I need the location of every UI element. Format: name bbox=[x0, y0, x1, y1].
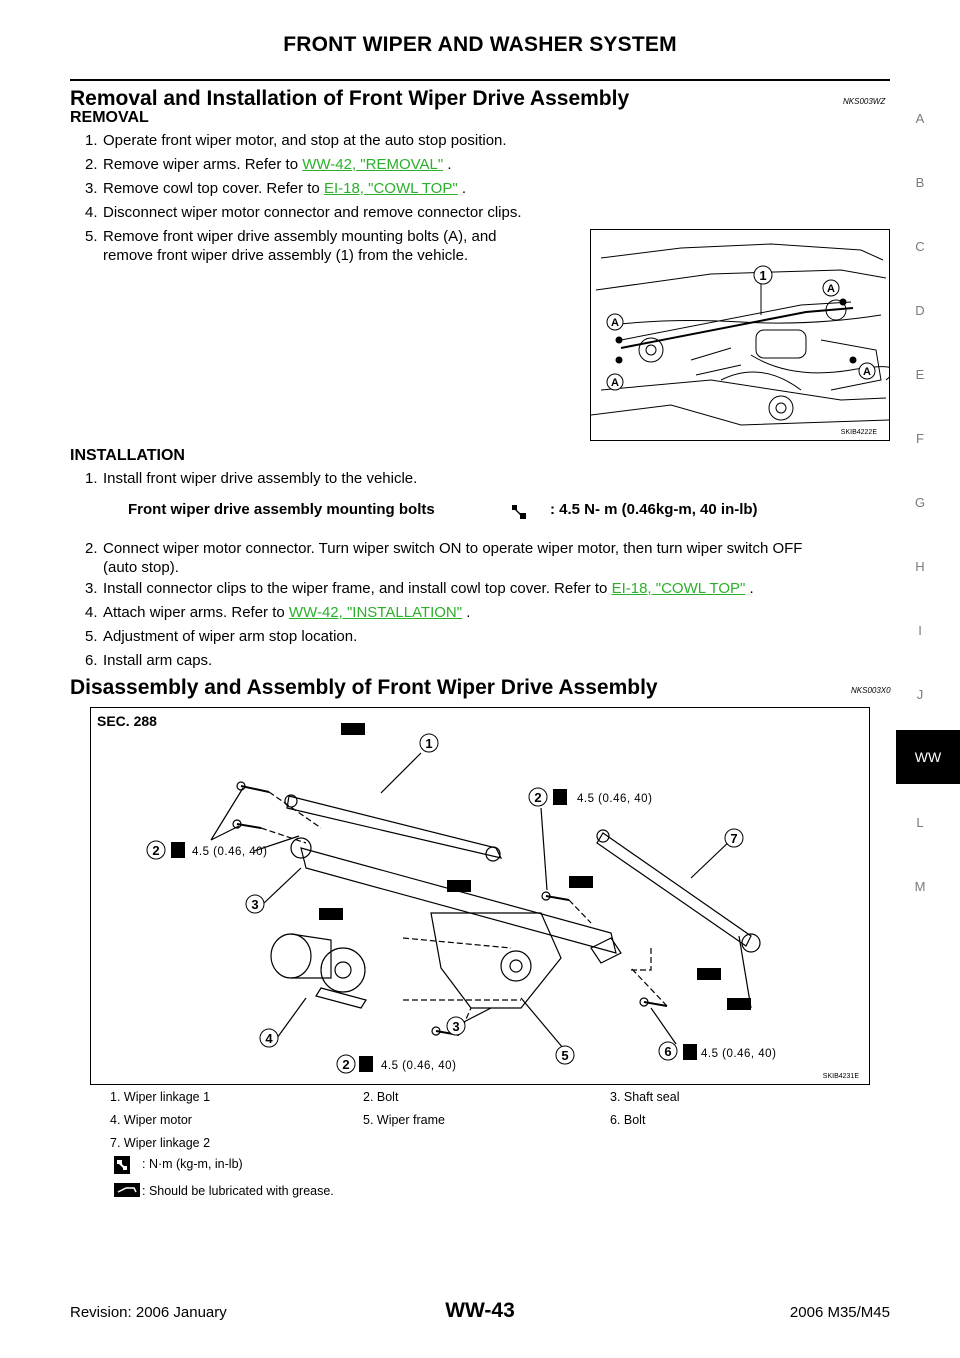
disassembly-section-title: Disassembly and Assembly of Front Wiper Drive Assembly bbox=[70, 676, 658, 699]
ref-link-ww42-installation[interactable]: WW-42, "INSTALLATION" bbox=[288, 604, 463, 621]
callout-3-lower: 3 bbox=[452, 1019, 460, 1034]
step-text: Attach wiper arms. Refer to bbox=[103, 604, 289, 621]
removal-section-code: NKS003WZ bbox=[843, 97, 886, 106]
torque-value-right: 4.5 (0.46, 40) bbox=[701, 1048, 777, 1060]
step-number: 3. bbox=[85, 580, 98, 597]
ref-link-ei18-cowl-top-2[interactable]: EI-18, "COWL TOP" bbox=[611, 580, 746, 597]
removal-step-1 bbox=[85, 131, 507, 150]
callout-6: 6 bbox=[664, 1044, 672, 1059]
callout-5: 5 bbox=[561, 1048, 569, 1063]
step-text: Install arm caps. bbox=[103, 652, 213, 669]
step-text: Install front wiper drive assembly to the vehicle. bbox=[103, 470, 418, 487]
legend-item-6: 6. Bolt bbox=[610, 1113, 646, 1127]
installation-heading: INSTALLATION bbox=[70, 447, 185, 464]
disassembly-section-code: NKS003X0 bbox=[851, 686, 891, 695]
figure-wiper-installed bbox=[590, 229, 890, 441]
index-letter-b[interactable]: B bbox=[915, 175, 925, 190]
callout-a-left-bottom: A bbox=[611, 377, 619, 389]
index-letter-d[interactable]: D bbox=[915, 303, 925, 318]
torque-value-bottom: 4.5 (0.46, 40) bbox=[381, 1060, 457, 1072]
step-number: 5. bbox=[85, 628, 98, 645]
wiper-drive-exploded-diagram bbox=[91, 708, 869, 1084]
index-letter-e[interactable]: E bbox=[915, 367, 925, 382]
ref-link-ei18-cowl-top[interactable]: EI-18, "COWL TOP" bbox=[323, 180, 458, 197]
step-text: Remove cowl top cover. Refer to bbox=[103, 180, 324, 197]
legend-item-5: 5. Wiper frame bbox=[363, 1113, 445, 1127]
install-step-4 bbox=[85, 603, 470, 622]
removal-step-2 bbox=[85, 155, 452, 174]
step-number: 1. bbox=[85, 132, 98, 149]
legend-grease-note: : Should be lubricated with grease. bbox=[142, 1184, 334, 1198]
legend-torque-unit: : N·m (kg-m, in-lb) bbox=[142, 1157, 243, 1171]
torque-value-upper: 4.5 (0.46, 40) bbox=[577, 793, 653, 805]
step-number: 3. bbox=[85, 180, 98, 197]
removal-step-4 bbox=[85, 203, 522, 222]
install-step-1 bbox=[85, 469, 417, 488]
step-text-line1: Remove front wiper drive assembly mounting bolts (A), and bbox=[103, 228, 497, 245]
step-text: Adjustment of wiper arm stop location. bbox=[103, 628, 358, 645]
grease-symbols bbox=[319, 723, 751, 1010]
callout-4: 4 bbox=[265, 1031, 273, 1046]
figure-exploded-view bbox=[90, 707, 870, 1085]
removal-step-3 bbox=[85, 179, 466, 198]
install-step-3 bbox=[85, 579, 754, 598]
footer-revision: Revision: 2006 January bbox=[70, 1304, 227, 1321]
step-number: 2. bbox=[85, 156, 98, 173]
callout-1: 1 bbox=[425, 736, 433, 751]
index-letter-m[interactable]: M bbox=[914, 879, 926, 894]
callout-a-top-right: A bbox=[827, 283, 835, 295]
figure2-code: SKIB4231E bbox=[822, 1073, 859, 1080]
callout-1: 1 bbox=[759, 268, 767, 283]
step-number: 6. bbox=[85, 652, 98, 669]
index-letter-l[interactable]: L bbox=[916, 815, 924, 830]
step-text: Operate front wiper motor, and stop at the auto stop position. bbox=[103, 132, 507, 149]
torque-spec-label: Front wiper drive assembly mounting bolts bbox=[128, 501, 435, 518]
callout-2-upper: 2 bbox=[534, 790, 542, 805]
index-tab-ww-active[interactable]: WW bbox=[896, 730, 960, 784]
step-text-end: . bbox=[457, 180, 467, 197]
footer-model: 2006 M35/M45 bbox=[789, 1304, 890, 1321]
index-letter-g[interactable]: G bbox=[914, 495, 926, 510]
callout-a-right: A bbox=[863, 366, 871, 378]
torque-spec-row bbox=[118, 493, 808, 529]
index-letter-a[interactable]: A bbox=[915, 111, 925, 126]
step-text: Disconnect wiper motor connector and remove connector clips. bbox=[103, 204, 522, 221]
index-letter-c[interactable]: C bbox=[915, 239, 925, 254]
legend-item-1: 1. Wiper linkage 1 bbox=[110, 1090, 211, 1104]
step-text: Remove wiper arms. Refer to bbox=[103, 156, 303, 173]
figure1-code: SKIB4222E bbox=[840, 429, 877, 436]
torque-wrench-icon bbox=[508, 501, 530, 523]
sec-number: SEC. 288 bbox=[97, 713, 157, 729]
callout-3-left: 3 bbox=[251, 897, 259, 912]
torque-value-left: 4.5 (0.46, 40) bbox=[192, 846, 268, 858]
step-text-line2: remove front wiper drive assembly (1) from the vehicle. bbox=[103, 247, 469, 264]
wiper-installed-illustration bbox=[591, 230, 889, 440]
legend-item-4: 4. Wiper motor bbox=[110, 1113, 192, 1127]
step-number: 2. bbox=[85, 540, 98, 557]
step-number: 4. bbox=[85, 604, 98, 621]
step-text: Install connector clips to the wiper frame, and install cowl top cover. Refer to bbox=[103, 580, 612, 597]
callout-7: 7 bbox=[730, 831, 738, 846]
callout-2-left: 2 bbox=[152, 843, 160, 858]
step-text-line1: Connect wiper motor connector. Turn wiper switch ON to operate wiper motor, then turn wiper switch OFF bbox=[103, 540, 803, 557]
grease-icon bbox=[114, 1183, 140, 1197]
install-step-6 bbox=[85, 651, 212, 670]
ref-link-ww42-removal[interactable]: WW-42, "REMOVAL" bbox=[302, 156, 444, 173]
callout-2-bottom: 2 bbox=[342, 1057, 350, 1072]
footer-page-number: WW-43 bbox=[445, 1299, 515, 1322]
step-number: 1. bbox=[85, 470, 98, 487]
install-step-5 bbox=[85, 627, 357, 646]
index-letter-i[interactable]: I bbox=[918, 623, 922, 638]
step-number: 4. bbox=[85, 204, 98, 221]
title-divider bbox=[70, 79, 890, 81]
step-text-end: . bbox=[443, 156, 452, 173]
index-letter-j[interactable]: J bbox=[916, 687, 924, 702]
legend-item-3: 3. Shaft seal bbox=[610, 1090, 680, 1104]
step-text-line2: (auto stop). bbox=[103, 559, 179, 576]
step-text-end: . bbox=[745, 580, 754, 597]
torque-spec-value: : 4.5 N- m (0.46kg-m, 40 in-lb) bbox=[550, 501, 758, 518]
torque-wrench-icon bbox=[114, 1156, 130, 1174]
index-letter-h[interactable]: H bbox=[915, 559, 925, 574]
removal-section-title: Removal and Installation of Front Wiper Drive Assembly bbox=[70, 87, 630, 110]
legend-item-2: 2. Bolt bbox=[363, 1090, 399, 1104]
callout-a-left-top: A bbox=[611, 317, 619, 329]
page-title: FRONT WIPER AND WASHER SYSTEM bbox=[283, 33, 677, 56]
legend-item-7: 7. Wiper linkage 2 bbox=[110, 1136, 211, 1150]
removal-heading: REMOVAL bbox=[70, 109, 149, 126]
step-text-end: . bbox=[462, 604, 471, 621]
removal-step-5 bbox=[85, 227, 585, 265]
index-letter-f[interactable]: F bbox=[916, 431, 924, 446]
install-step-2 bbox=[85, 539, 895, 577]
step-number: 5. bbox=[85, 228, 98, 245]
